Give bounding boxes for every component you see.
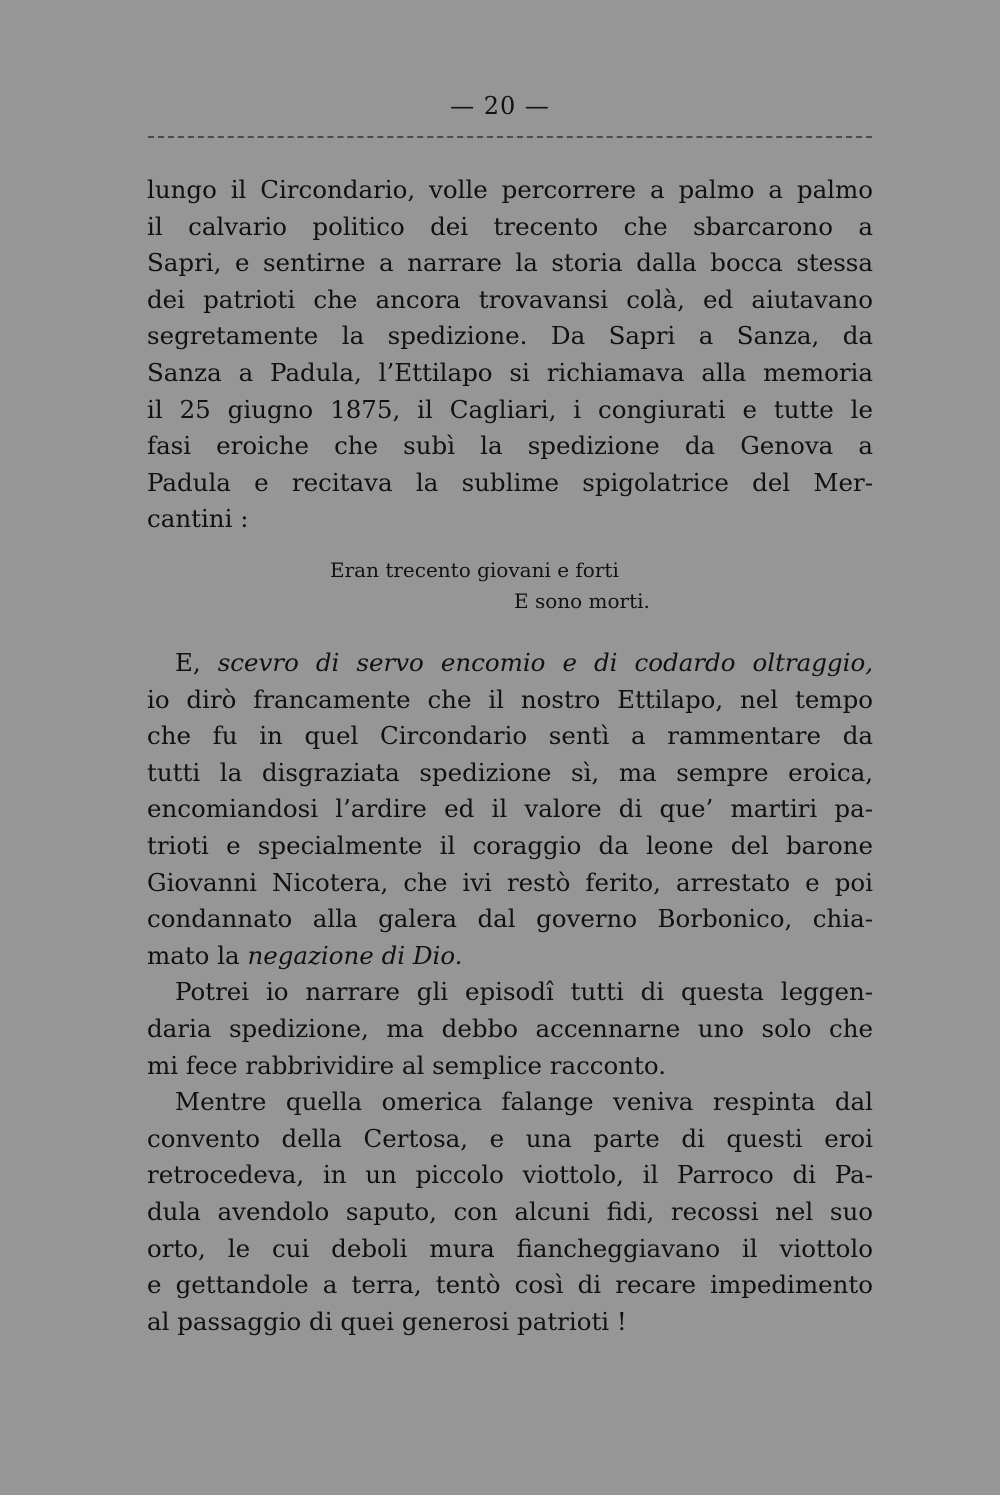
text-line: tutti la disgraziata spedizione sì, ma sempre eroica, (147, 757, 873, 787)
text-line (147, 645, 873, 682)
text-line: cantini : (147, 504, 249, 534)
text-line: orto, le cui deboli mura fiancheggiavano il viottolo (147, 1233, 873, 1263)
text-line (147, 938, 873, 975)
text-line: trioti e specialmente il coraggio da leone del barone (147, 830, 873, 860)
text-line: io dirò francamente che il nostro Ettilapo, nel tempo (147, 684, 873, 714)
text-line: al passaggio di quei generosi patrioti ! (147, 1306, 627, 1336)
text-line: convento della Certosa, e una parte di questi eroi (147, 1123, 873, 1153)
text-line: dula avendolo saputo, con alcuni fidi, recossi nel suo (147, 1196, 873, 1226)
header-rule (148, 136, 872, 138)
text-line: Mentre quella omerica falange veniva respinta dal (175, 1087, 873, 1117)
text-line: fasi eroiche che subì la spedizione da Genova a (147, 431, 873, 461)
page-number: — 20 — (450, 92, 550, 120)
italic-quotation: scevro di servo encomio e di codardo oltraggio, (217, 648, 873, 677)
text-line: che fu in quel Circondario sentì a rammentare da (147, 721, 873, 751)
paragraph-1 (147, 172, 873, 538)
text-run: E, (175, 648, 218, 677)
text-run: mato la (147, 940, 248, 970)
text-line: daria spedizione, ma debbo accennarne uno solo che (147, 1013, 873, 1043)
text-line: segretamente la spedizione. Da Sapri a Sanza, da (147, 321, 873, 351)
paragraph-2-to-4 (147, 645, 873, 1340)
text-line: encomiandosi l’ardire ed il valore di que’ martiri pa- (147, 794, 873, 824)
text-line: Padula e recitava la sublime spigolatrice del Mer- (147, 467, 873, 497)
text-line: retrocedeva, in un piccolo viottolo, il Parroco di Pa- (147, 1160, 873, 1190)
text-line: il 25 giugno 1875, il Cagliari, i congiurati e tutte le (147, 394, 873, 424)
verse-quotation (0, 555, 1000, 625)
italic-phrase: negazione di Dio. (247, 940, 463, 970)
text-line: mi fece rabbrividire al semplice racconto. (147, 1050, 666, 1080)
text-line: il calvario politico dei trecento che sbarcarono a (147, 211, 873, 241)
verse-line-1: Eran trecento giovani e forti (330, 558, 619, 582)
text-line: Sapri, e sentirne a narrare la storia dalla bocca stessa (147, 248, 873, 278)
text-line: Potrei io narrare gli episodî tutti di questa leggen- (175, 977, 873, 1007)
verse-line-2: E sono morti. (514, 589, 650, 613)
text-line: lungo il Circondario, volle percorrere a palmo a palmo (147, 175, 873, 204)
text-line: Giovanni Nicotera, che ivi restò ferito, arrestato e poi (147, 867, 873, 897)
text-line: dei patrioti che ancora trovavansi colà, ed aiutavano (147, 284, 873, 314)
text-line: condannato alla galera dal governo Borbonico, chia- (147, 904, 873, 934)
text-line: e gettandole a terra, tentò così di recare impedimento (147, 1270, 873, 1300)
text-line: Sanza a Padula, l’Ettilapo si richiamava alla memoria (147, 357, 873, 387)
